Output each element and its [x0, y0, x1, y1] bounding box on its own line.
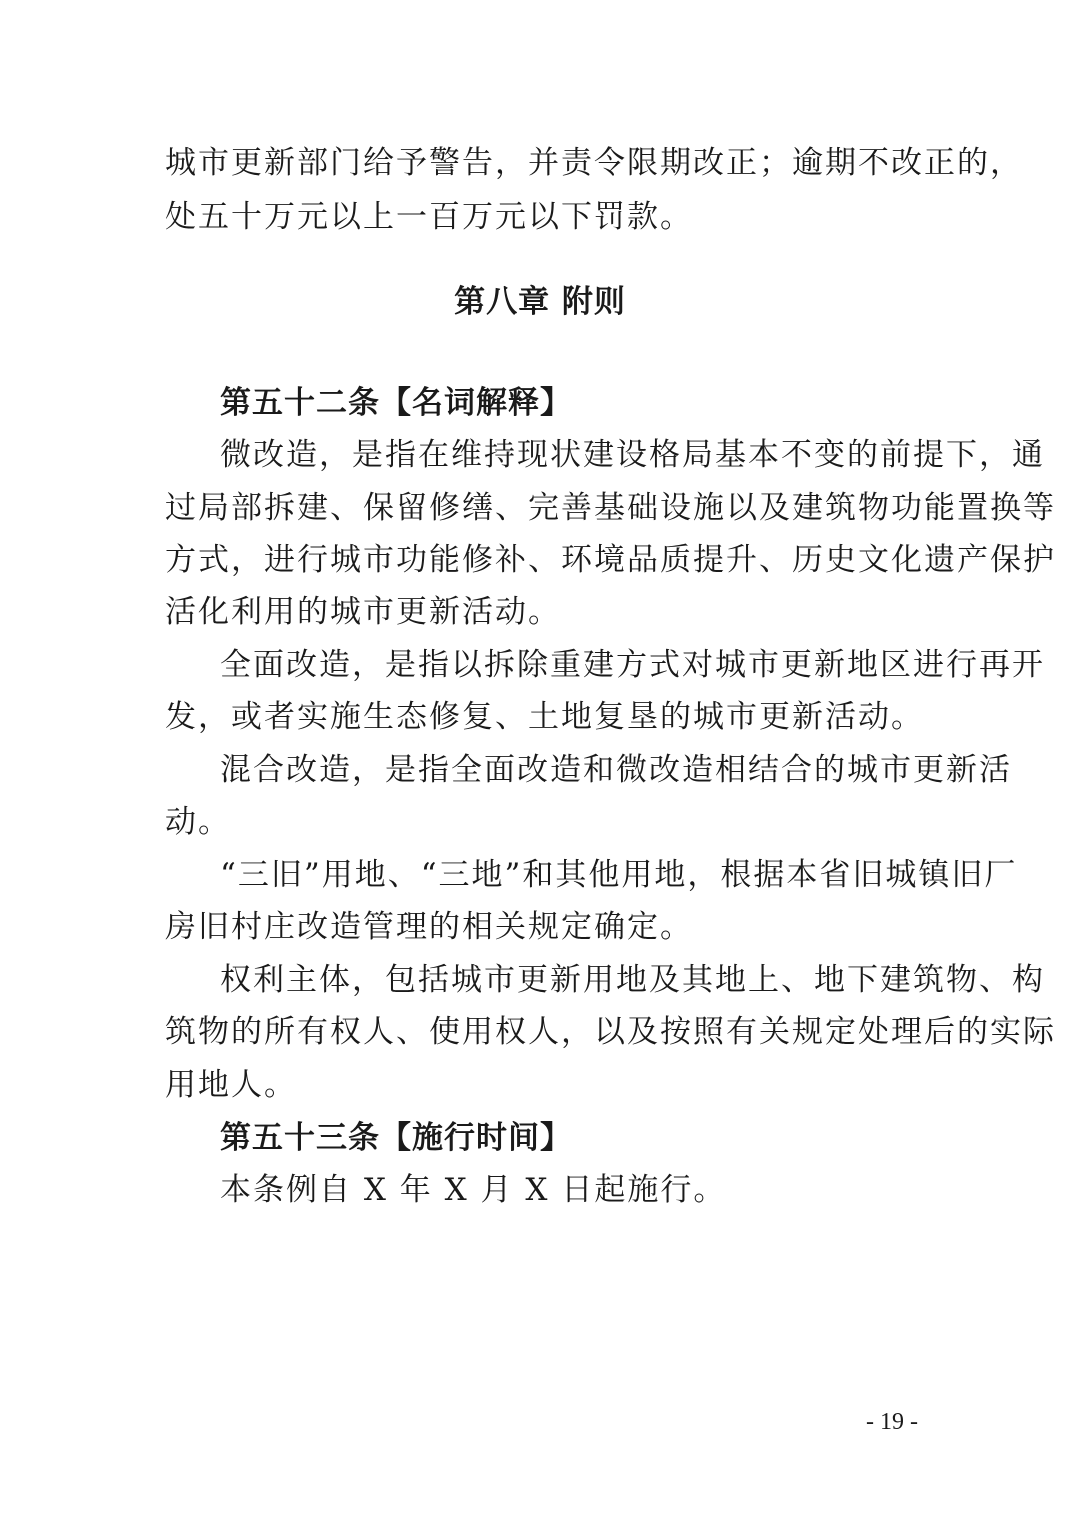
article-52-para1-line: 微改造，是指在维持现状建设格局基本不变的前提下，通: [220, 437, 1045, 473]
article-52-para1-line: 过局部拆建、保留修缮、完善基础设施以及建筑物功能置换等: [165, 490, 1056, 526]
article-52-para1-line: 活化利用的城市更新活动。: [165, 594, 561, 630]
article-52-para5-line: 筑物的所有权人、使用权人，以及按照有关规定处理后的实际: [165, 1014, 1056, 1050]
page-number: - 19 -: [866, 1409, 918, 1435]
article-52-para3-line: 动。: [165, 804, 231, 840]
chapter-title: 第八章 附则: [454, 284, 626, 320]
article-52-para4-line: “三旧”用地、“三地”和其他用地，根据本省旧城镇旧厂: [220, 857, 1018, 893]
article-52-para2-line: 发，或者实施生态修复、土地复垦的城市更新活动。: [165, 699, 924, 735]
article-52-heading: 第五十二条【名词解释】: [220, 385, 572, 421]
article-52-para4-line: 房旧村庄改造管理的相关规定确定。: [165, 909, 693, 945]
intro-line-2: 处五十万元以上一百万元以下罚款。: [165, 199, 693, 235]
article-52-para5-line: 权利主体，包括城市更新用地及其地上、地下建筑物、构: [220, 962, 1045, 998]
article-53-para1: 本条例自 X 年 X 月 X 日起施行。: [220, 1172, 727, 1208]
intro-line-1: 城市更新部门给予警告，并责令限期改正；逾期不改正的，: [165, 145, 1023, 181]
article-52-para2-line: 全面改造，是指以拆除重建方式对城市更新地区进行再开: [220, 647, 1045, 683]
article-52-para5-line: 用地人。: [165, 1067, 297, 1103]
article-52-para3-line: 混合改造，是指全面改造和微改造相结合的城市更新活: [220, 752, 1012, 788]
article-53-heading: 第五十三条【施行时间】: [220, 1120, 572, 1156]
article-52-para1-line: 方式，进行城市功能修补、环境品质提升、历史文化遗产保护: [165, 542, 1056, 578]
